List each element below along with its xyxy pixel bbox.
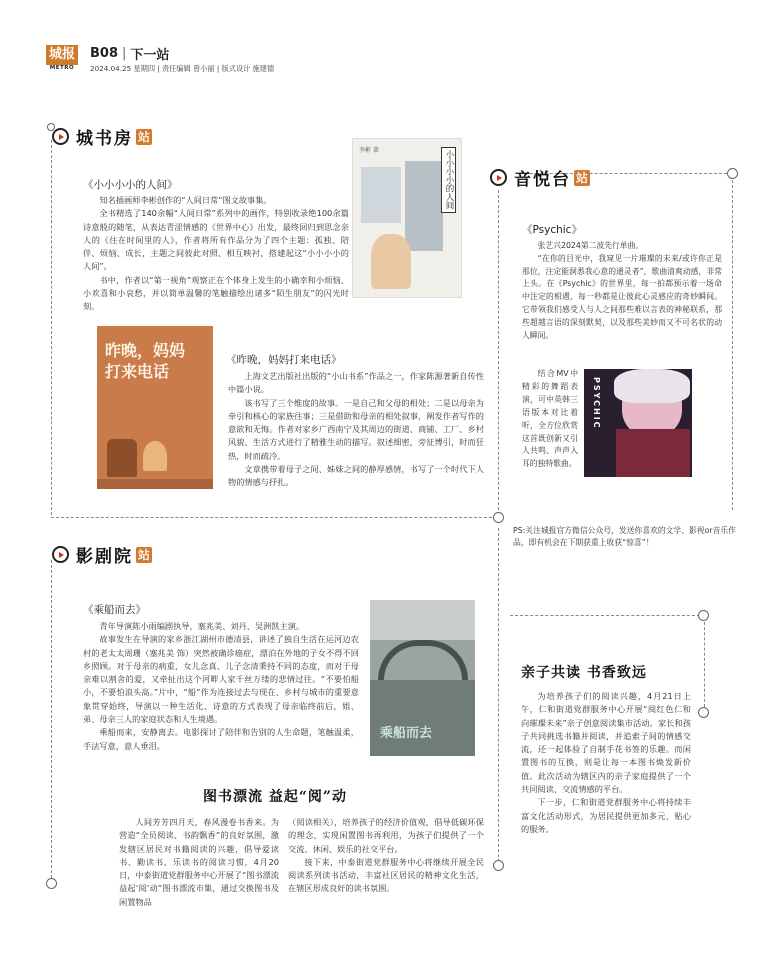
section-title: 城书房 — [76, 129, 133, 149]
paragraph: 青年导演陈小雨编剧执导，塞兆美、刘丹、吴洲凯主演。 — [99, 621, 305, 631]
paragraph: 上海文艺出版社出版的“小山书系”作品之一，作家陈源著新自传性中篇小说。 — [228, 371, 484, 395]
page-number: B08 — [90, 46, 118, 61]
cover-figure — [107, 439, 137, 477]
cover-title: 昨晚，妈妈打来电话 — [105, 341, 186, 381]
logo-text: 城报 — [46, 45, 78, 65]
frame-ring — [698, 707, 709, 718]
ps-note: PS:关注城报官方微信公众号，发送你喜欢的文学、影视or音乐作品，即有机会在下期获重上收获“惊喜”！ — [513, 526, 736, 547]
arrow-circle-icon — [490, 169, 507, 186]
frame-ring — [46, 878, 57, 889]
music-body — [522, 240, 722, 342]
paragraph: 结合MV中精彩的舞蹈表演，可中英韩三语版本对比着听，全方位欣赏这首既创新又引人共鸣、声声入耳的独特歌曲。 — [522, 369, 578, 469]
header-info: 2024.04.25 星期四 | 责任编辑 曾小丽 | 版式设计 施建德 — [90, 64, 275, 73]
paragraph: 接下来，中泰街道党群服务中心将继续开展全民阅读系列读书活动，丰富社区居民的精神文化生活，在辖区形成良好的读书氛围。 — [288, 856, 484, 894]
paragraph: 人间芳芳四月天，春风漫卷书香来。为营造“全员阅读、书韵飘香”的良好氛围，激发辖区居民对书籍阅读的兴趣，倡导爱读书、勤读书、乐读书的阅读习惯，4月20日，中泰街道党群服务中心开展了“图书漂流 益起‘阅’动”图书漂流市集，通过交换图书及闲置物品 — [119, 817, 279, 907]
page-header: B08 | 下一站 — [90, 46, 170, 63]
paragraph: 故事发生在导演的家乡浙江湖州市德清县，讲述了独自生活在运河边农村的老太太周珊（塞兆美 饰）突然被确诊癌症，漂泊在外地的子女不得不回乡照顾。对于母亲的病重，女儿念真、儿子念清秉持不同的态度，而对于母亲难以割舍的爱，又牵扯出这个河畔人家千丝万缕的悲情过往。“不要怕船小，不要怕浪头高。”片中，“船”作为连接过去与现在、乡村与城市的重要意象贯穿始终，导演以一种生活化、诗意的方式表现了母亲临终前后，姐、弟、母亲三人的家庭状态和人生境遇。 — [83, 634, 359, 725]
poster-sky — [370, 600, 475, 640]
paragraph: 全书精选了140余幅“人间日常”系列中的画作，特别收录绝100余篇诗意般的随笔，从表达青涩情感的《世界中心》出发，最终回归到思念亲人的《住在时间里的人》，作者将所有作品分为了四个主题：孤独、陪伴、烦恼、成长，主题之间彼此对照、相互映衬，搭建起这“小小小小的人间”。 — [83, 208, 349, 272]
cover-window — [361, 167, 401, 223]
station-badge: 站 — [138, 129, 151, 144]
frame-line — [498, 190, 499, 510]
article1-col1 — [119, 816, 279, 909]
cover-building — [405, 161, 443, 251]
paragraph: 为培养孩子们的阅读兴趣，4月21日上午，仁和街道党群服务中心开展“阅红色仁和 向璀璨未来”亲子创意阅读集市活动。家长和孩子共同挑选书籍并阅读，并追索子间的情感交流，还一起体验了自制手花书签的乐趣。而闲置图书的互换，则是让每一本图书焕发新价值。此次活动为辖区内的亲子家庭提供了一个共同阅读、交流情感的平台。 — [521, 691, 691, 795]
paragraph: 乘船而来，安静离去。电影探讨了陪伴和告别的人生命题，笔触温柔，手法写意，意人垂泪。 — [83, 727, 359, 751]
station-badge: 站 — [576, 170, 589, 185]
cover-body — [616, 429, 690, 477]
book1-title: 《小小小小的人间》 — [83, 179, 178, 191]
frame-line — [704, 622, 705, 707]
poster-bridge — [378, 640, 468, 680]
logo-en: METRO — [49, 65, 75, 71]
paragraph: （阅读相关），培养孩子的经济价值观，倡导低碳环保的理念，实现闲置图书再利用，为孩子们提供了一个交流、休闲、娱乐的社交平台。 — [288, 817, 484, 854]
frame-ring — [493, 512, 504, 523]
cover-figure — [371, 234, 411, 289]
paragraph: 文章携带着母子之间、姊妹之间的静厚感情，书写了一个时代下人物的情感与抒扎。 — [228, 464, 484, 488]
movie-body — [83, 620, 359, 753]
frame-line — [51, 140, 52, 515]
cover-text: PSYCHIC — [592, 377, 601, 430]
cover-title: 小小小小的人间 — [441, 147, 456, 213]
paragraph: 下一步，仁和街道党群服务中心将持续丰富文化活动形式，为居民提供更加多元、贴心的服务。 — [521, 797, 691, 834]
music-title: 《Psychic》 — [522, 224, 582, 236]
movie-title: 《乘船而去》 — [83, 604, 146, 616]
book1-cover — [352, 138, 462, 298]
cover-figure — [143, 441, 167, 471]
arrow-circle-icon — [52, 128, 69, 145]
frame-ring — [493, 860, 504, 871]
page-name: 下一站 — [130, 48, 170, 63]
cover-author: 李彬 著 — [359, 147, 379, 154]
cover-hair — [614, 369, 690, 403]
paragraph: 知名插画师李彬创作的“人间日常”图文故事集。 — [99, 195, 272, 205]
frame-line — [498, 528, 499, 862]
frame-ring — [698, 610, 709, 621]
book2-body — [228, 370, 484, 490]
paragraph: 该书写了三个维度的故事。一是自己和父母的相处；二是以母亲为牵引和核心的家族往事；三是借助和母亲的相处叙事，阐发作者写作的意欲和无悔。作者对家乡广西南宁及其周边的街道、商铺、工厂、乡村风貌、生活方式进行了精雅生动的描写。叙述细密，旁征博引，时而狂热，时而疏冷。 — [228, 397, 484, 461]
station-badge: 站 — [138, 547, 151, 562]
book2-title: 《昨晚，妈妈打来电话》 — [226, 354, 342, 366]
section-title: 影剧院 — [76, 547, 133, 567]
music-cover — [584, 369, 692, 477]
article1-col2 — [288, 816, 484, 896]
music-body-2 — [522, 368, 578, 471]
section-bookroom — [52, 124, 152, 149]
section-music — [490, 165, 590, 190]
poster-title: 乘船而去 — [380, 726, 433, 741]
cover-ground — [97, 479, 213, 489]
section-title: 音悦台 — [514, 170, 571, 190]
article2-title: 亲子共读 书香致远 — [521, 665, 647, 681]
frame-line — [510, 615, 700, 616]
arrow-circle-icon — [52, 546, 69, 563]
frame-ring — [727, 168, 738, 179]
frame-line — [51, 560, 52, 878]
section-cinema — [52, 542, 152, 567]
poster-water — [370, 680, 475, 756]
article1-title: 图书漂流 益起“阅”动 — [203, 789, 347, 805]
paragraph: “在你的目光中，我窥见一片璀璨的未来/或许你正是那位，注定能洞悉我心意的通灵者”，歌曲清爽动感，非常上头。在《Psychic》的世界里，每一拍都预示着一场命中注定的相遇，每一秒都是让彼此心灵感应的奇妙瞬间。它带领我们感受人与人之间那些难以言表的神秘联系，那些超越言语的深刻默契，以及那些美妙而又不可名状的动人瞬间。 — [522, 253, 722, 340]
article2-body — [521, 690, 691, 836]
book1-body — [83, 194, 349, 314]
movie-poster — [370, 600, 475, 756]
paragraph: 书中，作者以“第一视角”观察正在个体身上发生的小确幸和小烦恼、小欢喜和小哀愁，并以简单温馨的笔触描绘出诸多“陌生朋友”的闪光时刻。 — [83, 274, 349, 312]
masthead-logo — [46, 45, 78, 71]
book2-cover — [97, 326, 213, 489]
frame-line — [51, 517, 497, 518]
frame-line — [732, 180, 733, 510]
paragraph: 张艺兴2024第二波先行单曲。 — [537, 241, 644, 250]
